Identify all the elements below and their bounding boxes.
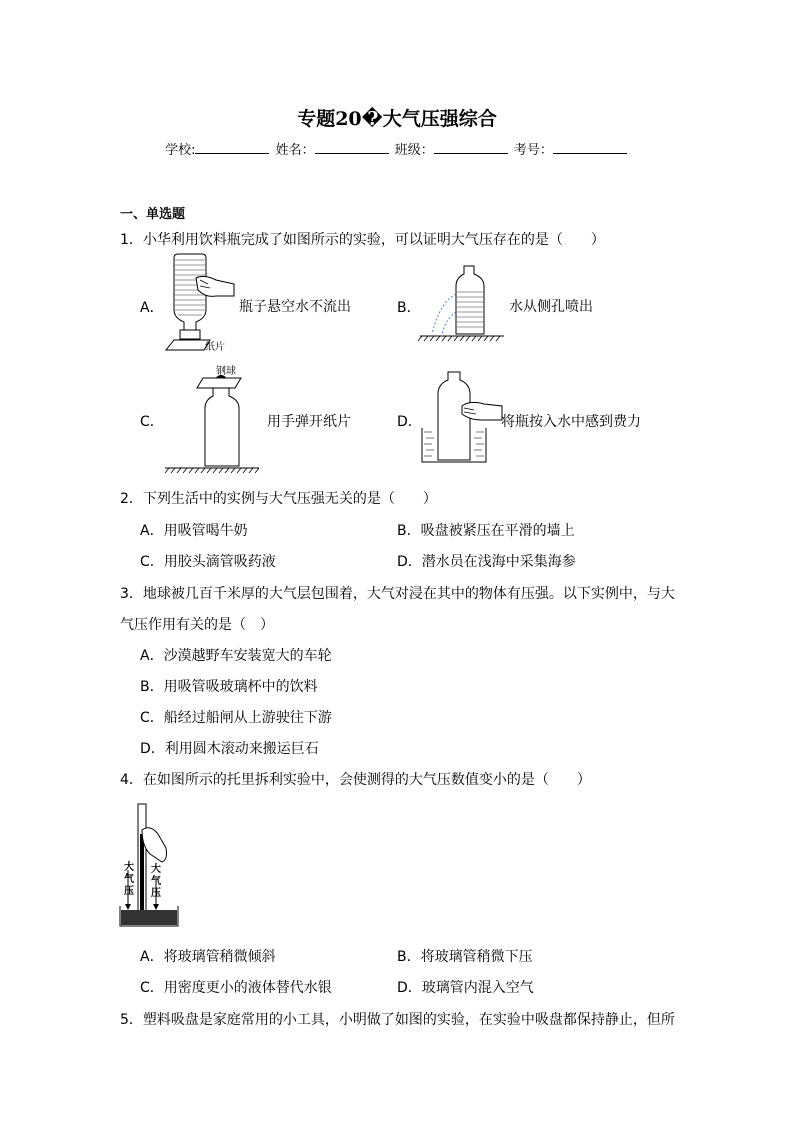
question-1-stem: 1．小华利用饮料瓶完成了如图所示的实验，可以证明大气压存在的是（ ）: [120, 232, 605, 248]
q4-label-right-1: 大: [151, 864, 161, 875]
q1-figure-a: [160, 250, 240, 355]
q1-option-b-letter: B．: [397, 300, 421, 316]
question-4-stem: 4．在如图所示的托里拆利实验中，会使测得的大气压数值变小的是（ ）: [120, 772, 591, 788]
q3-option-d: D．利用圆木滚动来搬运巨石: [140, 741, 319, 757]
school-label: 学校:: [165, 143, 196, 158]
exam-number-label: 考号：: [513, 143, 553, 158]
exam-number-blank: [553, 141, 627, 154]
q4-figure-label-right: [151, 864, 161, 900]
class-label: 班级：: [394, 143, 434, 158]
q1-figure-d: [418, 370, 504, 466]
question-5-stem: 5．塑料吸盘是家庭常用的小工具，小明做了如图的实验，在实验中吸盘都保持静止，但所: [120, 1012, 675, 1028]
school-blank: [195, 141, 269, 154]
q4-label-right-3: 压: [151, 888, 161, 899]
page-title: 专题20�大气压强综合: [297, 108, 497, 130]
q1-option-c-letter: C．: [140, 414, 164, 430]
q3-option-a: A．沙漠越野车安装宽大的车轮: [140, 648, 332, 664]
q1-option-b-caption: 水从侧孔喷出: [509, 299, 593, 315]
q2-option-d: D．潜水员在浅海中采集海参: [397, 554, 576, 570]
q1-option-a-caption: 瓶子悬空水不流出: [239, 299, 351, 315]
q4-option-b: B．将玻璃管稍微下压: [397, 949, 533, 965]
question-3-stem-line1: 3．地球被几百千米厚的大气层包围着，大气对浸在其中的物体有压强。以下实例中，与大: [120, 586, 675, 602]
q1-figure-c: [163, 360, 263, 478]
q4-label-right-2: 气: [151, 876, 161, 887]
q4-label-left-3: 压: [124, 886, 134, 897]
q4-label-left-1: 大: [124, 862, 134, 873]
q4-option-c: C．用密度更小的液体替代水银: [140, 980, 332, 996]
name-blank: [315, 141, 389, 154]
name-label: 姓名：: [275, 143, 315, 158]
q2-option-a: A．用吸管喝牛奶: [140, 523, 248, 539]
q3-option-c: C．船经过船闸从上游驶往下游: [140, 710, 332, 726]
q1-option-c-caption: 用手弹开纸片: [267, 414, 351, 430]
q4-figure-label-left: [124, 862, 134, 898]
question-3-stem-line2: 气压作用有关的是（ ）: [120, 617, 274, 633]
q3-option-b: B．用吸管吸玻璃杯中的饮料: [140, 679, 318, 695]
q1-option-d-caption: 将瓶按入水中感到费力: [501, 414, 641, 430]
class-blank: [434, 141, 508, 154]
q1-figure-c-label: 钢球: [216, 366, 236, 377]
question-2-stem: 2．下列生活中的实例与大气压强无关的是（ ）: [120, 491, 437, 507]
q2-option-b: B．吸盘被紧压在平滑的墙上: [397, 523, 575, 539]
q1-figure-b: [418, 262, 508, 344]
q1-figure-a-label: 纸片: [205, 342, 225, 353]
q4-option-a: A．将玻璃管稍微倾斜: [140, 949, 276, 965]
q1-option-d-letter: D．: [397, 414, 422, 430]
q4-option-d: D．玻璃管内混入空气: [397, 980, 534, 996]
q2-option-c: C．用胶头滴管吸药液: [140, 554, 276, 570]
section-heading: 一、单选题: [120, 207, 186, 222]
student-info-row: [0, 139, 794, 158]
q4-label-left-2: 气: [124, 874, 134, 885]
q1-option-a-letter: A．: [140, 300, 164, 316]
